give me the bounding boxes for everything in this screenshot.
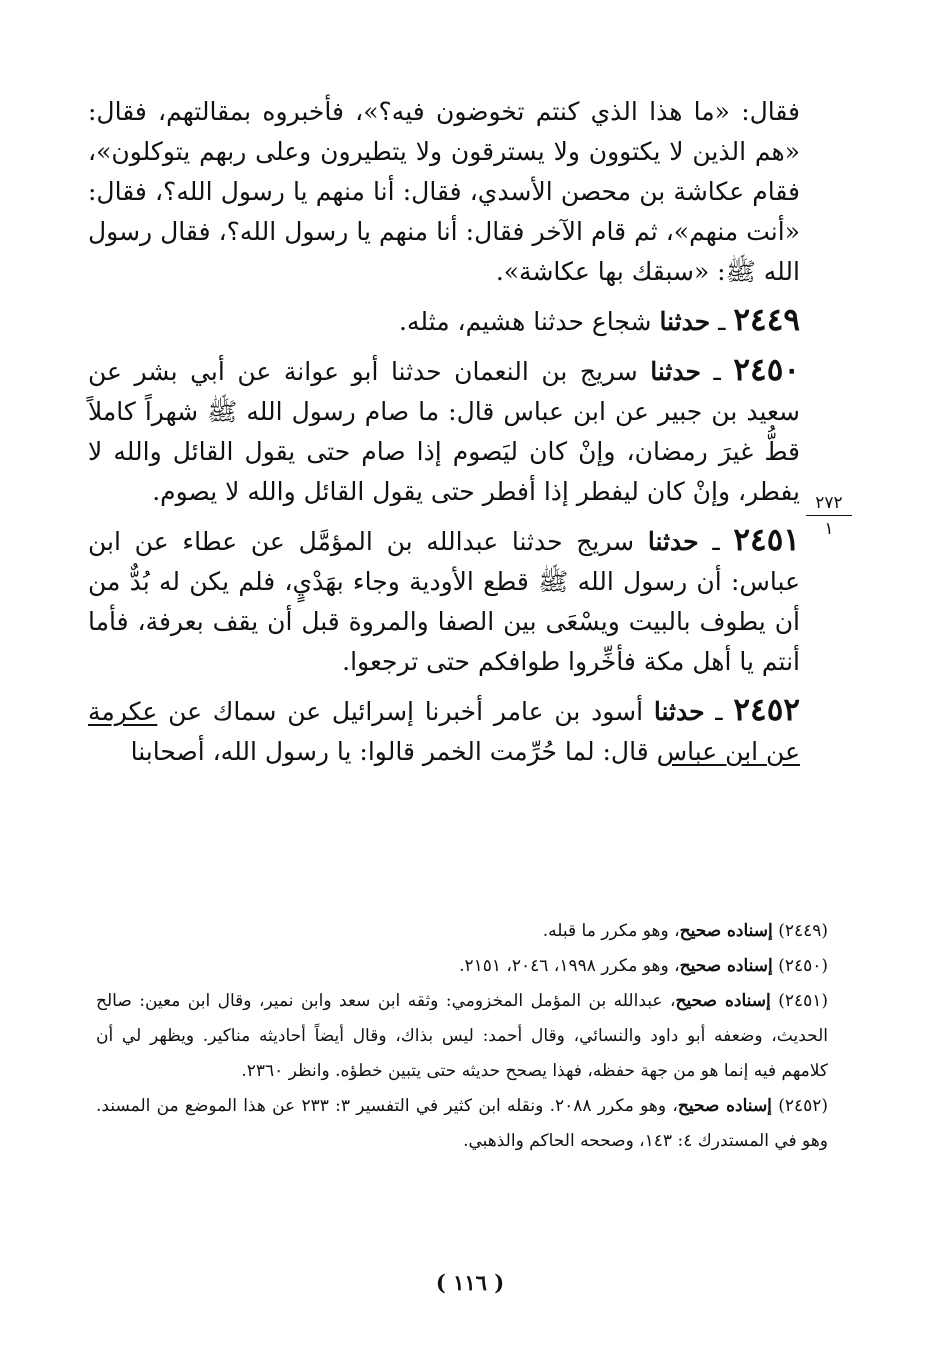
hadith-keyword: حدثنا	[653, 697, 705, 726]
hadith-number: ٢٤٥١	[733, 522, 801, 558]
margin-volume-page-reference	[806, 494, 852, 538]
footnote-grade: إسناده صحيح	[679, 921, 773, 941]
hadith-text: سريج بن النعمان حدثنا أبو عوانة عن أبي بشر عن سعيد بن جبير عن ابن عباس قال: ما صام رسول الله ﷺ شهراً كاملاً قطُّ غيرَ رمضان، وإنْ كان ليَصوم إذا صام حتى يقول القائل والله لا يفطر، وإنْ كان ليفطر إذا أفطر حتى يقول القائل والله لا يصوم.	[88, 357, 800, 506]
footnote-grade: إسناده صحيح	[679, 956, 773, 976]
intro-paragraph: فقال: «ما هذا الذي كنتم تخوضون فيه؟»، فأخبروه بمقالتهم، فقال: «هم الذين لا يكتوون ولا يسترقون ولا يتطيرون وعلى ربهم يتوكلون»، فقام عكاشة بن محصن الأسدي، فقال: أنا منهم يا رسول الله؟، فقال: «أنت منهم»، ثم قام الآخر فقال: أنا منهم يا رسول الله؟، فقال رسول الله ﷺ: «سبقك بها عكاشة».	[88, 97, 800, 286]
hadith-keyword: حدثنا	[650, 357, 701, 386]
hadith-text: سريج حدثنا عبدالله بن المؤمَّل عن عطاء عن ابن عباس: أن رسول الله ﷺ قطع الأودية وجاء بهَدْيٍ، فلم يكن له بُدٌّ من أن يطوف بالبيت ويسْعَى بين الصفا والمروة قبل أن يقف بعرفة، فأما أنتم يا أهل مكة فأخِّروا طوافكم حتى ترجعوا.	[88, 527, 800, 676]
footnote-2449	[96, 914, 828, 949]
hadith-text-part: أسود بن عامر أخبرنا إسرائيل عن سماك عن	[157, 697, 644, 726]
footnote-2451	[96, 984, 828, 1089]
hadith-2451: ٢٤٥١ ـ حدثنا سريج حدثنا عبدالله بن المؤمَّل عن عطاء عن ابن عباس: أن رسول الله ﷺ قطع الأودية وجاء بهَدْيٍ، فلم يكن له بُدٌّ من أن يطوف بالبيت ويسْعَى بين الصفا والمروة قبل أن يقف بعرفة، فأما أنتم يا أهل مكة فأخِّروا طوافكم حتى ترجعوا.	[88, 522, 801, 676]
hadith-text-part: قال: لما حُرِّمت الخمر قالوا: يا رسول الله، أصحابنا	[130, 737, 657, 766]
footnotes	[96, 914, 828, 1159]
footnote-text: ، وهو مكرر ما قبله.	[542, 921, 680, 941]
hadith-2450: ٢٤٥٠ ـ حدثنا سريج بن النعمان حدثنا أبو عوانة عن أبي بشر عن سعيد بن جبير عن ابن عباس قال: ما صام رسول الله ﷺ شهراً كاملاً قطُّ غيرَ رمضان، وإنْ كان ليَصوم إذا صام حتى يقول القائل والله لا يفطر، وإنْ كان ليفطر إذا أفطر حتى يقول القائل والله لا يصوم.	[88, 352, 800, 506]
hadith-keyword: حدثنا	[647, 527, 699, 556]
footnote-2452	[96, 1089, 828, 1159]
hadith-keyword: حدثنا	[659, 307, 711, 336]
main-text	[88, 92, 800, 780]
footnote-number: (٢٤٥٢)	[778, 1096, 828, 1116]
hadith-number: ٢٤٥٠	[733, 352, 800, 388]
underlined-isnad: عكرمة عن ابن عباس	[88, 697, 800, 766]
footnote-text: ، وهو مكرر ١٩٩٨، ٢٠٤٦، ٢١٥١.	[459, 956, 680, 976]
footnote-2450	[96, 949, 828, 984]
footnote-grade: إسناده صحيح	[675, 991, 771, 1011]
hadith-number: ٢٤٤٩	[733, 302, 800, 338]
footnote-text: ، وهو مكرر ٢٠٨٨. ونقله ابن كثير في التفسير ٣: ٢٣٣ عن هذا الموضع من المسند. وهو في المستدرك ٤: ١٤٣، وصححه الحاكم والذهبي.	[96, 1096, 828, 1151]
margin-ref-bottom: ١	[824, 519, 834, 539]
footnote-text: ، عبدالله بن المؤمل المخزومي: وثقه ابن سعد وابن نمير، وقال ابن معين: صالح الحديث، وضعفه أبو داود والنسائي، وقال أحمد: ليس بذاك، وقال أيضاً أحاديثه مناكير. ويظهر لي أن كلامهم فيه إنما هو من جهة حفظه، فهذا يصحح حديثه حتى يتبين خطؤه. وانظر ٢٣٦٠.	[96, 991, 828, 1081]
footnote-number: (٢٤٤٩)	[778, 921, 828, 941]
hadith-text: شجاع حدثنا هشيم، مثله.	[399, 307, 652, 336]
hadith-2452: ٢٤٥٢ ـ حدثنا أسود بن عامر أخبرنا إسرائيل عن سماك عن عكرمة عن ابن عباس قال: لما حُرِّمت الخمر قالوا: يا رسول الله، أصحابنا	[88, 692, 801, 766]
hadith-number: ٢٤٥٢	[733, 692, 801, 728]
footnote-grade: إسناده صحيح	[677, 1096, 772, 1116]
hadith-2449: ٢٤٤٩ ـ حدثنا شجاع حدثنا هشيم، مثله.	[399, 302, 800, 338]
footnote-number: (٢٤٥١)	[778, 991, 829, 1011]
footnote-number: (٢٤٥٠)	[778, 956, 828, 976]
page-number: ( ١١٦ )	[435, 1270, 505, 1295]
margin-ref-top: ٢٧٢	[806, 494, 852, 516]
